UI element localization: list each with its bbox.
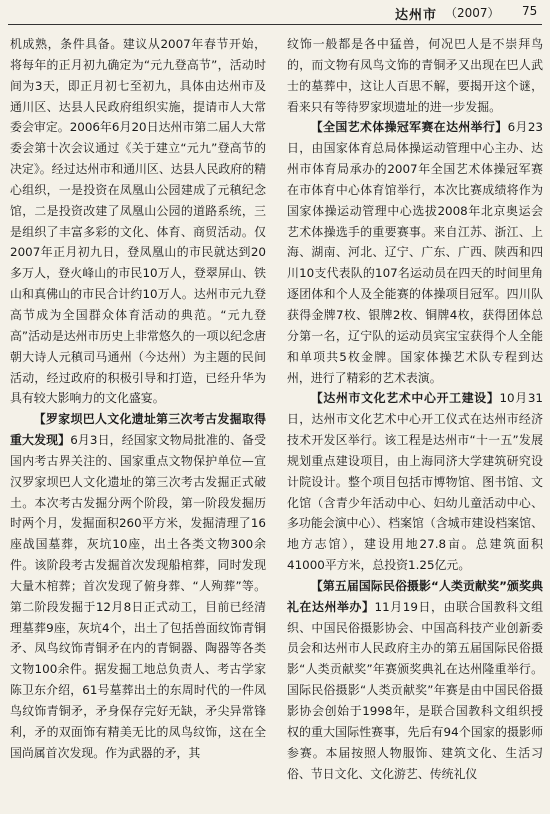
right-column [287, 34, 543, 810]
gymnastics-entry-title: 【全国艺术体操冠军赛在达州举行】 [310, 120, 508, 135]
page-number: 75 [522, 4, 538, 18]
photo-award-entry [287, 576, 543, 784]
gymnastics-entry-body: 6月23日，由国家体育总局体操运动管理中心主办、达州市体育局承办的2007年全国艺术体操冠军赛在市体育中心体育馆举行，本次比赛成绩将作为国家体操运动管理中心选拔2008年北京奥运会艺术体操选手的重要赛事。来自江苏、浙江、上海、湖南、河北、辽宁、广东、广西、陕西和四川10支代表队的107名运动员在四天的时间里角逐团体和个人及全能赛的体操项目冠军。四川队获得金牌7枚、银牌2枚、铜牌4枚，获得团体总分第一名，辽宁队的运动员宾宝宝获得个人全能和单项共5枚金牌。国家体操艺术队专程到达州，进行了精彩的艺术表演。 [287, 120, 543, 385]
luojiaba-entry [10, 409, 266, 763]
yuanjiu-paragraph-continued: 机成熟，条件具备。建议从2007年春节开始，将每年的正月初九确定为“元九登高节”，活动时间为3天，即正月初七至初九，具体由达州市及通川区、达县人民政府组织实施，提请市人大常委会审定。2006年6月20日达州市第二届人大常委会第十次会议通过《关于建立“元九”登高节的决定》。经过达州市和通川区、达县人民政府的精心组织，一是投资在凤凰山公园建成了元稹纪念馆，二是投资改建了凤凰山公园的道路系统，三是组织了丰富多彩的文化、体育、商贸活动。仅2007年正月初九日，登凤凰山的市民就达到20多万人，登火峰山的市民10万人，登翠屏山、铁山和真佛山的市民合计约10万人。达州市元九登高节成为全国群众体育活动的典范。“元九登高”活动是达州市历史上非常悠久的一项以纪念唐朝大诗人元稹司马通州（今达州）为主题的民间活动，经过政府的积极引导和打造，已经升华为具有较大影响力的文化盛宴。 [10, 37, 266, 406]
arts-center-entry-body: 10月31日，达州市文化艺术中心开工仪式在达州市经济技术开发区举行。该工程是达州市“十一五”发展规划重点建设项目，由上海同济大学建筑研究设计院设计。整个项目包括市博物馆、图书馆、文化馆（含青少年活动中心、妇幼儿童活动中心、多功能会演中心）、档案馆（含城市建设档案馆、地方志馆），建设用地27.8亩。总建筑面积41000平方米，总投资1.25亿元。 [287, 391, 543, 573]
luojiaba-paragraph-continued: 纹饰一般都是各中猛兽，何况巴人是不崇拜鸟的，而文物有凤鸟文饰的青铜矛又出现在巴人武士的墓葬中，这让人百思不解，要揭开这个谜，看来只有等待罗家坝遗址的进一步发掘。 [287, 37, 543, 114]
page-header [0, 0, 550, 30]
running-title: 达州市 [395, 8, 438, 23]
photo-award-entry-title: 【第五届国际民俗摄影“人类贡献奖”颁奖典礼在达州举办】 [287, 578, 543, 614]
arts-center-entry-title: 【达州市文化艺术中心开工建设】 [310, 391, 500, 406]
running-year: （2007） [445, 6, 500, 20]
luojiaba-entry-body: 6月3日，经国家文物局批准的、备受国内考古界关注的、国家重点文物保护单位—宣汉罗家坝巴人文化遗址的第三次考古发掘正式破土。本次考古发掘分两个阶段，第一阶段发掘历时两个月，发掘面积260平方米，发掘清理了16座战国墓葬，灰坑10座，出土各类文物300余件。该阶段考古发掘首次发现船棺葬，同时发现大量木棺葬；首次发现了俯身葬、“人殉葬”等。第二阶段发掘于12月8日正式动工，目前已经清理墓葬9座，灰坑4个，出土了包括兽面纹饰青铜矛、凤鸟纹饰青铜矛在内的青铜器、陶器等各类文物100余件。据发掘工地总负责人、考古学家陈卫东介绍，61号墓葬出土的东周时代的一件凤鸟纹饰青铜矛，矛身保存完好无缺，矛尖异常锋利，矛的双面饰有精美无比的凤鸟纹饰，这在全国尚属首次发现。作为武器的矛，其 [10, 433, 266, 760]
header-rule [8, 24, 542, 25]
photo-award-entry-body: 11月19日，由联合国教科文组织、中国民俗摄影协会、中国高科技产业创新委员会和达州市人民政府主办的第五届国际民俗摄影“人类贡献奖”年赛颁奖典礼在达州隆重举行。国际民俗摄影“人类贡献奖”年赛是由中国民俗摄影协会创始于1998年，是联合国教科文组织授权的重大国际性赛事，先后有94个国家的摄影师参赛。本届按照人物服饰、建筑文化、生活习俗、节日文化、文化游艺、传统礼仪 [287, 599, 543, 781]
luojiaba-entry-title: 【罗家坝巴人文化遗址第三次考古发掘取得重大发现】 [10, 412, 266, 448]
arts-center-entry [287, 388, 543, 576]
gymnastics-entry [287, 117, 543, 388]
left-column [10, 34, 266, 810]
